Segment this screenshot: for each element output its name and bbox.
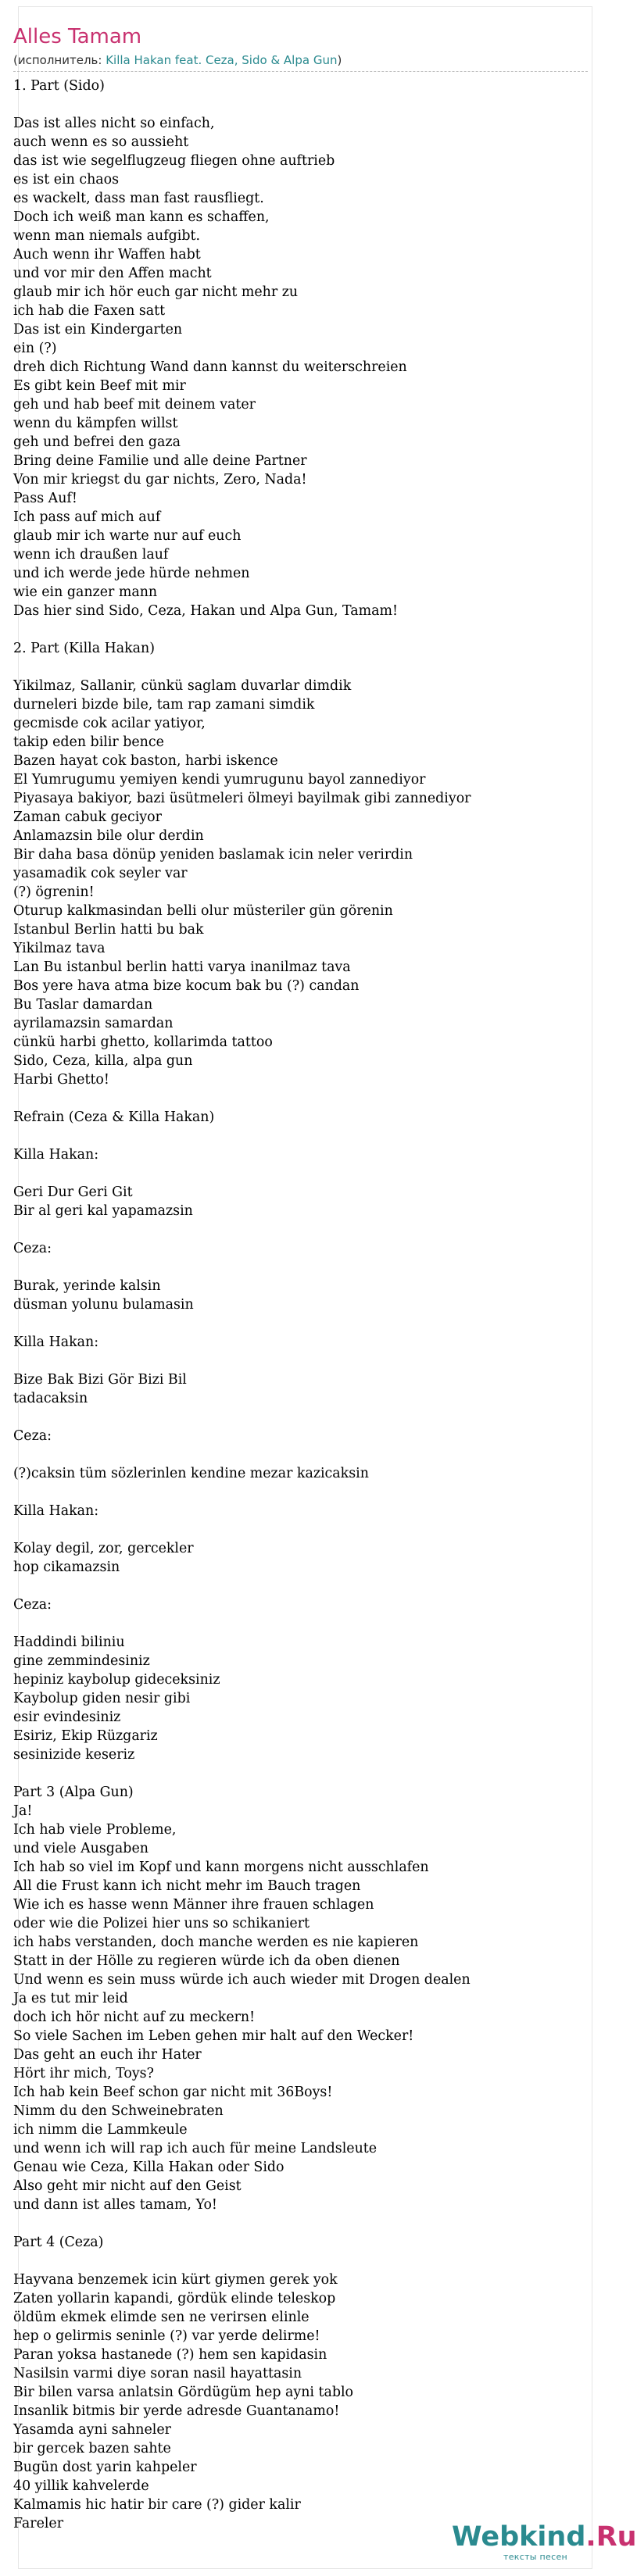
logo-wordmark	[452, 2521, 637, 2553]
webkind-logo[interactable]	[452, 2521, 637, 2567]
logo-tld: .Ru	[585, 2521, 637, 2553]
logo-tagline: тексты песен	[503, 2552, 568, 2562]
logo-name: Webkind	[452, 2521, 586, 2553]
header-divider	[13, 71, 588, 72]
artist-suffix: )	[337, 53, 342, 67]
artist-link[interactable]: Killa Hakan feat. Ceza, Sido & Alpa Gun	[106, 53, 338, 67]
lyrics-text: 1. Part (Sido) Das ist alles nicht so einfach, auch wenn es so aussieht das ist wie segelflugzeug fliegen ohne auftrieb es ist ein chaos es wackelt, dass man fast rausfliegt. Doch ich weiß man kann es schaffen, wenn man niemals aufgibt. Auch wenn ihr Waffen habt und vor mir den Affen macht glaub mir ich hör euch gar nicht mehr zu ich hab die Faxen satt Das ist ein Kindergarten ein (?) dreh dich Richtung Wand dann kannst du weiterschreien Es gibt kein Beef mit mir geh und hab beef mit deinem vater wenn du kämpfen willst geh und befrei den gaza Bring deine Familie und alle deine Partner Von mir kriegst du gar nichts, Zero, Nada! Pass Auf! Ich pass auf mich auf glaub mir ich warte nur auf euch wenn ich draußen lauf und ich werde jede hürde nehmen wie ein ganzer mann Das hier sind Sido, Ceza, Hakan und Alpa Gun, Tamam! 2. Part (Killa Hakan) Yikilmaz, Sallanir, cünkü saglam duvarlar dimdik durneleri bizde bile, tam rap zamani simdik gecmisde cok acilar yatiyor, takip eden bilir bence Bazen hayat cok baston, harbi iskence El Yumrugumu yemiyen kendi yumrugunu bayol zannediyor Piyasaya bakiyor, bazi üsütmeleri ölmeyi bayilmak gibi zannediyor Zaman cabuk geciyor Anlamazsin bile olur derdin Bir daha basa dönüp yeniden baslamak icin neler verirdin yasamadik cok seyler var (?) ögrenin! Oturup kalkmasindan belli olur müsteriler gün görenin Istanbul Berlin hatti bu bak Yikilmaz tava Lan Bu istanbul berlin hatti varya inanilmaz tava Bos yere hava atma bize kocum bak bu (?) candan Bu Taslar damardan ayrilamazsin samardan cünkü harbi ghetto, kollarimda tattoo Sido, Ceza, killa, alpa gun Harbi Ghetto! Refrain (Ceza & Killa Hakan) Killa Hakan: Geri Dur Geri Git Bir al geri kal yapamazsin Ceza: Burak, yerinde kalsin düsman yolunu bulamasin Killa Hakan: Bize Bak Bizi Gör Bizi Bil tadacaksin Ceza: (?)caksin tüm sözlerinlen kendine mezar kazicaksin Killa Hakan: Kolay degil, zor, gercekler hop cikamazsin Ceza: Haddindi biliniu gine zemmindesiniz hepiniz kaybolup gideceksiniz Kaybolup giden nesir gibi esir evindesiniz Esiriz, Ekip Rüzgariz sesinizide keseriz Part 3 (Alpa Gun) Ja! Ich hab viele Probleme, und viele Ausgaben Ich hab so viel im Kopf und kann morgens nicht ausschlafen All die Frust kann ich nicht mehr im Bauch tragen Wie ich es hasse wenn Männer ihre frauen schlagen oder wie die Polizei hier uns so schikaniert ich habs verstanden, doch manche werden es nie kapieren Statt in der Hölle zu regieren würde ich da oben dienen Und wenn es sein muss würde ich auch wieder mit Drogen dealen Ja es tut mir leid doch ich hör nicht auf zu meckern! So viele Sachen im Leben gehen mir halt auf den Wecker! Das geht an euch ihr Hater Hört ihr mich, Toys? Ich hab kein Beef schon gar nicht mit 36Boys! Nimm du den Schweinebraten ich nimm die Lammkeule und wenn ich will rap ich auch für meine Landsleute Genau wie Ceza, Killa Hakan oder Sido Also geht mir nicht auf den Geist und dann ist alles tamam, Yo! Part 4 (Ceza) Hayvana benzemek icin kürt giymen gerek yok Zaten yollarin kapandi, gördük elinde teleskop öldüm ekmek elimde sen ne verirsen elinle hep o gelirmis seninle (?) var yerde delirme! Paran yoksa hastanede (?) hem sen kapidasin Nasilsin varmi diye soran nasil hayattasin Bir bilen varsa anlatsin Gördügüm hep ayni tablo Insanlik bitmis bir yerde adresde Guantanamo! Yasamda ayni sahneler bir gercek bazen sahte Bugün dost yarin kahpeler 40 yillik kahvelerde Kalmamis hic hatir bir care (?) gider kalir Fareler	[13, 78, 471, 2531]
artist-prefix: (исполнитель:	[13, 53, 106, 67]
artist-line	[13, 52, 342, 68]
song-title: Alles Tamam	[13, 25, 142, 48]
